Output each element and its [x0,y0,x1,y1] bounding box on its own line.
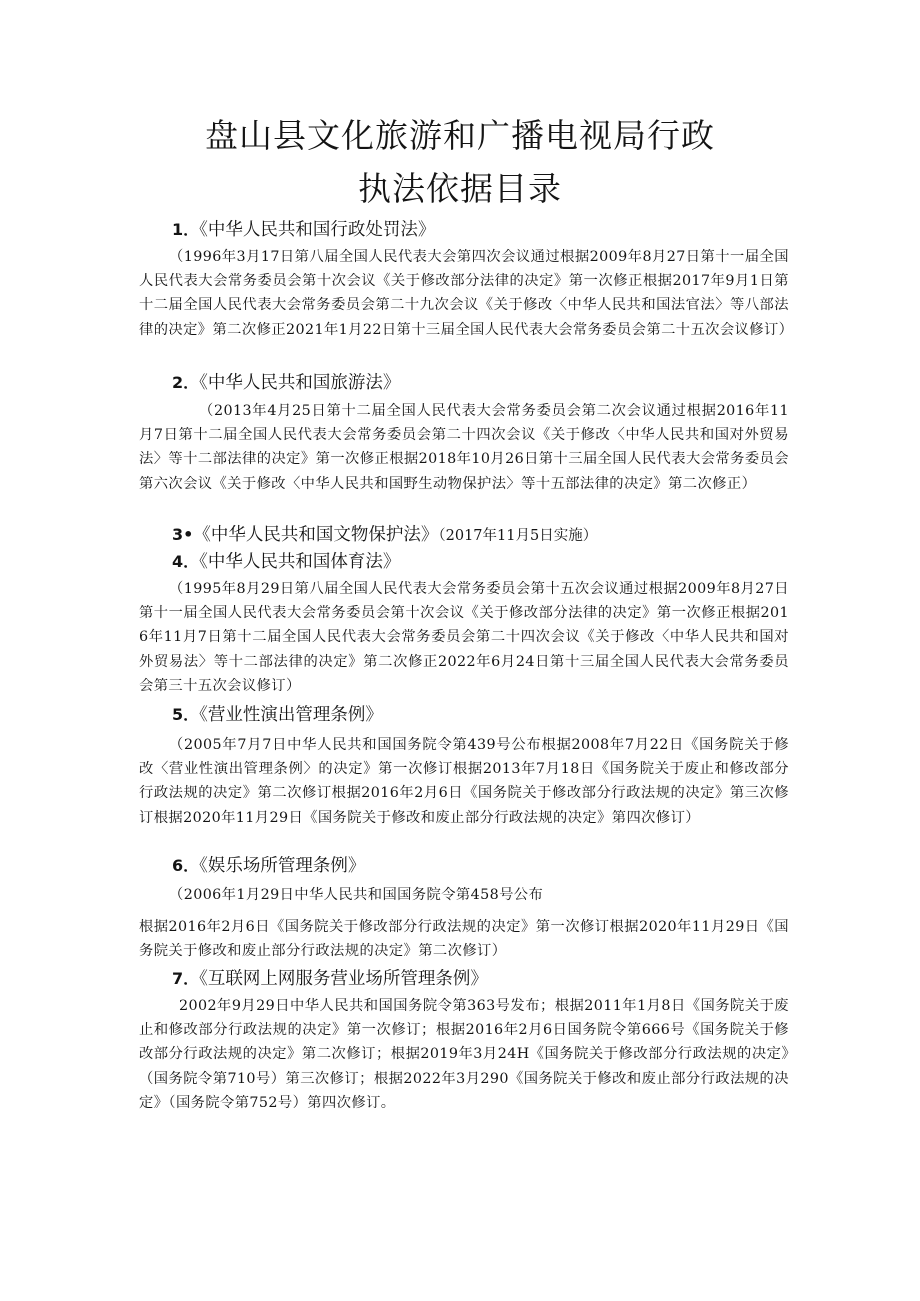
law-title-3 [172,523,597,548]
law-number: 7 [172,969,184,988]
law-name: 《中华人民共和国文物保护法》 [193,525,439,545]
law-description-2: （2013年4月25日第十二届全国人民代表大会常务委员会第二次会议通过根据2016年11月7日第十二届全国人民代表大会常务委员会第二十四次会议《关于修改〈中华人民共和国对外贸易法〉等十二部法律的决定》第一次修正根据2018年10月26日第十三届全国人民代表大会常务委员会第六次会议《关于修改〈中华人民共和国野生动物保护法〉等十五部法律的决定》第二次修正） [139,403,789,492]
law-title-4 [172,550,400,574]
law-name: 《互联网上网服务营业场所管理条例》 [199,969,488,989]
law-description-6: （2006年1月29日中华人民共和国国务院令第458号公布 [169,887,544,903]
law-title-2 [172,371,400,395]
law-description-5: （2005年7月7日中华人民共和国国务院令第439号公布根据2008年7月22日《国务院关于修改〈营业性演出管理条例〉的决定》第一次修订根据2013年7月18日《国务院关于废止和修改部分行政法规的决定》第二次修订根据2016年2月6日《国务院关于修改部分行政法规的决定》第三次修订根据2020年11月29日《国务院关于修改和废止部分行政法规的决定》第四次修订） [139,737,789,826]
law-number-sep: • [183,525,194,544]
law-number-sep: ． [183,373,200,392]
law-number-sep: ． [183,856,200,875]
law-number-sep: ． [183,969,200,988]
law-description-4: （1995年8月29日第八届全国人民代表大会常务委员会第十五次会议通过根据2009年8月27日第十一届全国人民代表大会常务委员会第十次会议《关于修改部分法律的决定》第一次修正根据2016年11月7日第十二届全国人民代表大会常务委员会第二十四次会议《关于修改〈中华人民共和国对外贸易法〉等十二部法律的决定》第二次修正2022年6月24日第十三届全国人民代表大会常务委员会第三十五次会议修订） [139,581,789,694]
law-description-7: 2002年9月29日中华人民共和国国务院令第363号发布；根据2011年1月8日《国务院关于废止和修改部分行政法规的决定》第一次修订；根据2016年2月6日国务院令第666号《国务院关于修改部分行政法规的决定》第二次修订；根据2019年3月24H《国务院关于修改部分行政法规的决定》（国务院令第710号）第三次修订；根据2022年3月290《国务院关于修改和废止部分行政法规的决定》（国务院令第752号）第四次修订。 [139,998,789,1111]
law-name: 《娱乐场所管理条例》 [199,856,366,876]
law-number: 1 [172,220,184,239]
law-number: 5 [172,705,184,724]
law-title-6 [172,854,365,878]
law-effective-date: （2017年11月5日实施） [438,528,598,544]
law-name: 《营业性演出管理条例》 [199,705,383,725]
law-number: 4 [172,552,184,571]
law-number: 3 [172,525,184,544]
law-number-sep: ． [183,552,200,571]
law-number: 2 [172,373,184,392]
law-name: 《中华人民共和国旅游法》 [199,373,401,393]
law-description-1: （1996年3月17日第八届全国人民代表大会第四次会议通过根据2009年8月27日第十一届全国人民代表大会常务委员会第十次会议《关于修改部分法律的决定》第一次修正根据2017年9月1日第十二届全国人民代表大会常务委员会第二十九次会议《关于修改〈中华人民共和国法官法〉等八部法律的决定》第二次修正2021年1月22日第十三届全国人民代表大会常务委员会第二十五次会议修订） [139,249,794,338]
law-number-sep: ． [183,220,200,239]
document-title-line1: 盘山县文化旅游和广播电视局行政 [205,116,715,155]
law-number: 6 [172,856,184,875]
law-title-1 [172,218,435,242]
law-name: 《中华人民共和国行政处罚法》 [199,220,436,240]
law-title-5 [172,703,383,727]
law-name: 《中华人民共和国体育法》 [199,552,401,572]
law-title-7 [172,967,488,991]
law-number-sep: ． [183,705,200,724]
law-description-6-continued: 根据2016年2月6日《国务院关于修改部分行政法规的决定》第一次修订根据2020年11月29日《国务院关于修改和废止部分行政法规的决定》第二次修订） [139,919,789,960]
document-title-line2: 执法依据目录 [358,169,562,208]
